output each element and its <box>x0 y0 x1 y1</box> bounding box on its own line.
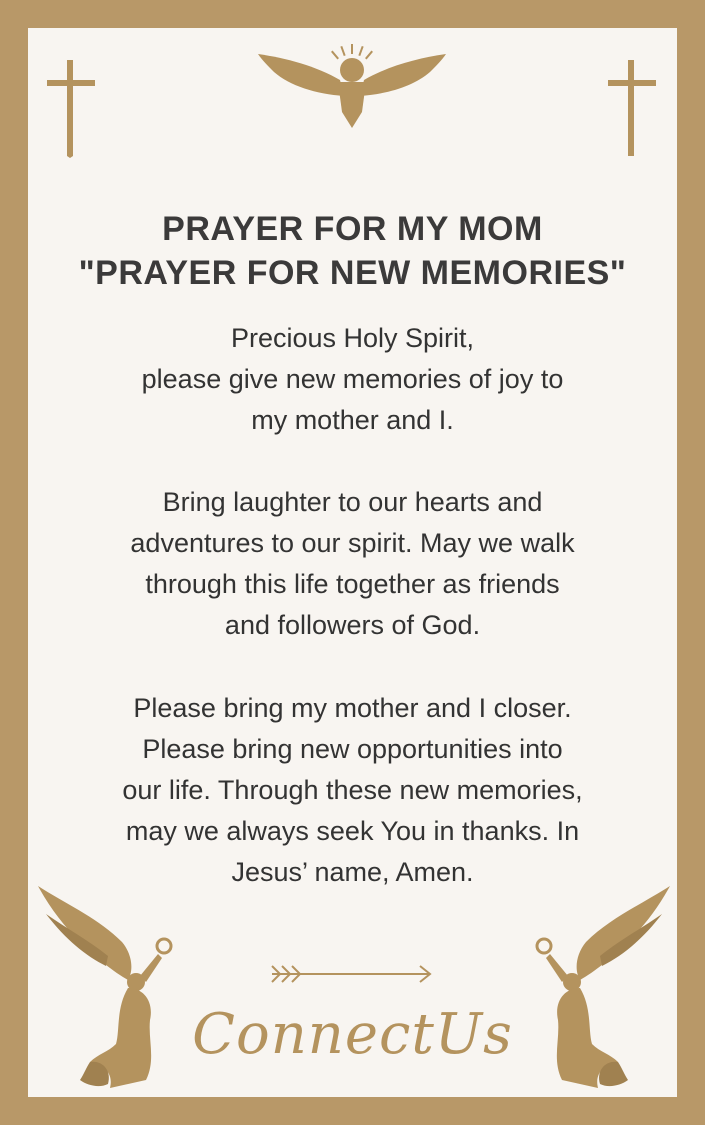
winged-sun-icon <box>256 42 448 132</box>
arrow-icon <box>268 962 436 986</box>
brand-logo: ConnectUs <box>192 1002 513 1067</box>
prayer-paragraph-2: Bring laughter to our hearts and adventures to our spirit. May we walk through this life together as friends and followers of God. <box>130 487 575 640</box>
cross-icon-right <box>605 58 659 158</box>
prayer-paragraph-1: Precious Holy Spirit, please give new memories of joy to my mother and I. <box>141 323 564 435</box>
title-line-1: PRAYER FOR MY MOM <box>162 210 543 248</box>
title-line-2: "PRAYER FOR NEW MEMORIES" <box>78 254 627 292</box>
prayer-paragraph-3: Please bring my mother and I closer. Please bring new opportunities into our life. Through these new memories, may we always seek You in thanks. In Jesus’ name, Amen. <box>122 693 583 887</box>
cross-icon-left <box>44 58 98 158</box>
